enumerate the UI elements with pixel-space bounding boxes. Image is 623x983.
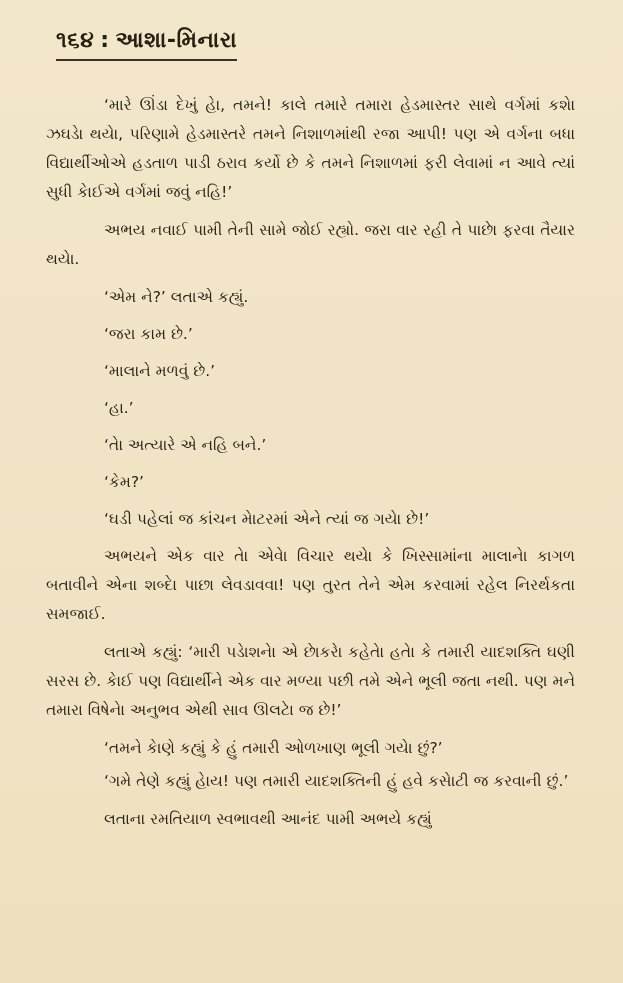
- header-separator: :: [100, 28, 110, 53]
- dialogue-line: ‘તેા અત્યારે એ નહિ બને.’: [104, 436, 267, 454]
- paragraph: લતાના રમતિયાળ સ્વભાવથી આનંદ પામી અભયે કહ્યું: [104, 810, 432, 828]
- paragraph: ‘તમને કેાણે કહ્યું કે હું તમારી ઓળખાણ ભૂલી ગયેા છું?’: [104, 739, 443, 757]
- dialogue-line: ‘હા.’: [104, 399, 134, 417]
- paragraph: ‘ગમે તેણે કહ્યું હેાય! પણ તમારી યાદશક્તિની હું હવે કસેાટી જ કરવાની છું.’: [104, 772, 569, 790]
- dialogue-line: ‘માલાને મળવું છે.’: [104, 362, 216, 380]
- dialogue-line: ‘એમ ને?’ લતાએ કહ્યું.: [104, 288, 249, 306]
- paragraph: અભયને એક વાર તેા એવેા વિચાર થયેા કે ખિસ્સામાંના માલાનેા કાગળ બતાવીને એના શબ્દેા પાછા લેવડાવવા! પણ તુરત તેને એમ કરવામાં રહેલ નિરર્થકતા સમજાઈ.: [46, 547, 575, 623]
- dialogue-line: ‘કેમ?’: [104, 473, 144, 491]
- dialogue-line: ‘જરા કામ છે.’: [104, 325, 193, 343]
- page-number: ૧૬૪: [56, 28, 95, 53]
- running-header: [56, 28, 237, 61]
- paragraph: અભય નવાઈ પામી તેની સામે જોઈ રહ્યો. જરા વાર રહી તે પાછેા ફરવા તૈયાર થયેા.: [46, 221, 575, 268]
- paragraph: લતાએ કહ્યું: ‘મારી પડેાશનેા એ છેાકરેા કહેતેા હતેા કે તમારી યાદશક્તિ ઘણી સરસ છે. કેાઈ પણ વિદ્યાર્થીને એક વાર મળ્યા પછી તમે એને ભૂલી જતા નથી. પણ મને તમારા વિષેનેા અનુભવ એથી સાવ ઊલટેા જ છે!’: [46, 643, 575, 719]
- book-title: આશા-મિનારા: [115, 28, 238, 53]
- paragraph: ‘મારે ઊંડા દેખું હેા, તમને! કાલે તમારે તમારા હેડમાસ્તર સાથે વર્ગમાં કશેા ઝઘડેા થયેા, પરિણામે હેડમાસ્તરે તમને નિશાળમાંથી રજા આપી! પણ એ વર્ગના બધા વિદ્યાર્થીઓએ હડતાળ પાડી ઠરાવ કર્યો છે કે તમને નિશાળમાં ફરી લેવામાં ન આવે ત્યાં સુધી કેાઈએ વર્ગમાં જવું નહિ!’: [46, 96, 575, 201]
- dialogue-line: ‘ઘડી પહેલાં જ કાંચન મેાટરમાં એને ત્યાં જ ગયેા છે!’: [104, 510, 430, 528]
- page-body: [46, 91, 575, 834]
